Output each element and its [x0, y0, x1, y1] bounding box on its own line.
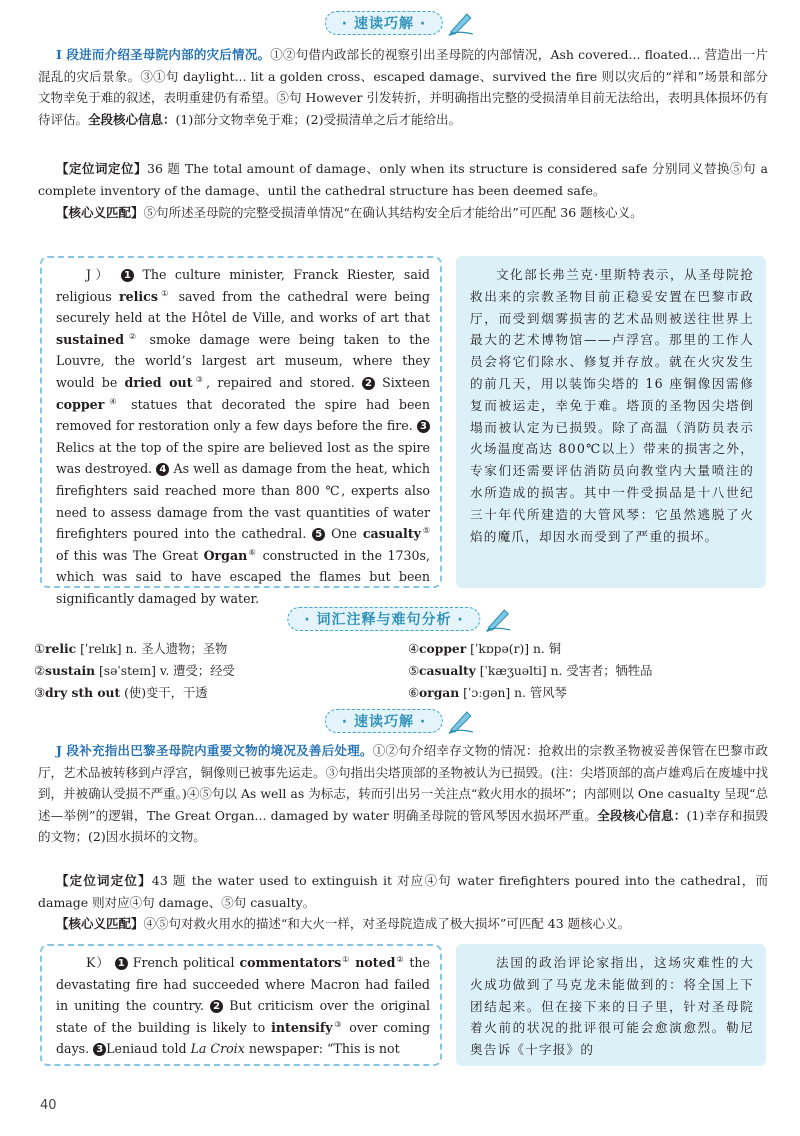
passage-k-s3a: Leniaud told [106, 1041, 187, 1057]
sentence-2-marker: 2 [362, 377, 375, 390]
locate-tag-j: 【定位词定位】 [56, 873, 152, 888]
sentence-3-marker: 3 [93, 1043, 106, 1056]
keyword-intensify: intensify [271, 1019, 333, 1035]
match-tag: 【核心义匹配】 [56, 205, 144, 220]
passage-k-s2b: over coming days. [56, 1019, 431, 1057]
sentence-4-marker: 4 [156, 463, 169, 476]
sentence-1-marker: 1 [121, 269, 134, 282]
pen-icon [447, 10, 475, 36]
locate-tag: 【定位词定位】 [56, 161, 148, 176]
analysis-j-body: ①②句介绍幸存文物的情况：抢救出的宗教圣物被妥善保管在巴黎市政厅，艺术品被转移到卢浮宫，铜像则已被事先运走。③句指出尖塔顶部的圣物被认为已损毁。(注：尖塔顶部的高卢雄鸡后在废墟中找到，并被确认受损不严重。)④⑤句以 As well as 为标志，转而引出另一关注点“救火用水的损坏”；内部则以 One casualty 呈现“总述—举例”的逻辑，The Great Organ... damaged by water 明确圣母院的管风琴因水损坏严重。 [38, 743, 768, 823]
passage-k-s3b: newspaper: “This is not [248, 1041, 400, 1057]
vocab-item: ②sustain [səˈsteɪn] v. 遭受；经受 [34, 663, 235, 678]
passage-j-s1d: , repaired and stored. [206, 374, 355, 390]
passage-j-s3: Relics at the top of the spire are believed lost as the spire was destroyed. [56, 439, 430, 477]
locate-paragraph-i [38, 158, 768, 201]
sentence-2-marker: 2 [210, 1000, 223, 1013]
vocab-item: ⑥organ [ˈɔːɡən] n. 管风琴 [408, 685, 567, 700]
passage-j-s5a: One [331, 526, 357, 542]
pen-icon [447, 708, 475, 734]
translation-k-box [456, 944, 766, 1066]
keyword-relics: relics [118, 288, 158, 304]
passage-j-box: J） 1 The culture minister, Franck Riester, said religious relics① saved from the cathedral were being securely held at the Hôtel de Ville, and works of art that sustained② smoke damage were being taken to the Louvre, the world’s largest art museum, where they would be dried out③, repaired and stored. 2 Sixteen copper④ statues that decorated the spire had been removed for restoration only a few days before the fire. 3Relics at the top of the spire are believed lost as the spire was destroyed. 4 As well as damage from the heat, which firefighters said reached more than 800 ℃, experts also need to assess damage from the vast quantities of water firefighters poured into the cathedral. 5 One casualty⑤ of this was The Great Organ⑥ constructed in the 1730s, which was said to have escaped the flames but been significantly damaged by water. [40, 256, 442, 588]
analysis-paragraph-j [38, 740, 768, 848]
keyword-commentators: commentators [239, 955, 342, 970]
vocab-item: ⑤casualty [ˈkæʒuəlti] n. 受害者；牺牲品 [408, 663, 653, 678]
locate-paragraph-j [38, 870, 768, 913]
passage-k-s1a: French political [132, 955, 235, 970]
vocab-item: ④copper [ˈkɒpə(r)] n. 铜 [408, 641, 562, 656]
passage-k-s2a: But criticism over the original state of the building is likely to [56, 998, 430, 1035]
vocab-column-right [408, 638, 768, 704]
passage-j-s5c: constructed in the 1730s, which was said to have escaped the flames but been significantly damaged by water. [56, 547, 430, 606]
passage-j-s1b: saved from the cathedral were being securely held at the Hôtel de Ville, and works of art that [56, 288, 430, 326]
keyword-casualty: casualty [362, 526, 421, 542]
analysis-j-lead: J 段补充指出巴黎圣母院内重要文物的境况及善后处理。 [56, 743, 373, 758]
analysis-paragraph-i [38, 44, 768, 130]
passage-j-s1: The culture minister, Franck Riester, said religious [56, 267, 430, 304]
passage-j-s2a: Sixteen [382, 374, 430, 390]
pen-icon [485, 606, 513, 632]
passage-k-box: K） 1 French political commentators① noted② the devastating fire had succeeded where Macron had failed in uniting the country. 2 But criticism over the original state of the building is likely to intensify③ over coming days. 3 Leniaud told La Croix newspaper: “This is not [40, 944, 442, 1066]
passage-j-s4: As well as damage from the heat, which firefighters said reached more than 800 ℃, experts also need to assess damage from the vast quantities of water firefighters poured into the cathedral. [56, 461, 430, 542]
analysis-j-core-label: 全段核心信息： [597, 807, 687, 823]
passage-j-label: J） [86, 267, 113, 282]
match-paragraph-j [38, 913, 768, 935]
vocab-title: · 词汇注释与难句分析 · [287, 607, 480, 631]
match-i-text: ⑤句所述圣母院的完整受损清单情况“在确认其结构安全后才能给出”可匹配 36 题核心义。 [143, 205, 643, 220]
fast-reading-title-2: · 速读巧解 · [325, 709, 443, 733]
passage-k-s1b: the devastating fire had succeeded where Macron had failed in uniting the country. [56, 955, 430, 1014]
analysis-i-body: ①②句借内政部长的视察引出圣母院的内部情况，Ash covered... floated... 营造出一片混乱的灾后景象。③①句 daylight... lit a golden cross、escaped damage、survived the fire 则以灾后的“祥和”场景和部分文物幸免于难的叙述，表明重建仍有希望。⑤句 However 引发转折，并明确指出完整的受损清单目前无法给出，表明具体损坏仍有待评估。 [38, 47, 768, 127]
vocab-banner [287, 606, 512, 632]
keyword-copper: copper [56, 396, 105, 412]
locate-j-text: 43 题 the water used to extinguish it 对应④句 water firefighters poured into the cathedral，而 damage 则对应④句 damage、⑤句 casualty。 [38, 873, 768, 910]
sentence-1-marker: 1 [115, 957, 128, 970]
passage-k-label: K） [86, 955, 110, 970]
passage-j-s5b: of this was The Great [56, 547, 199, 563]
keyword-dried-out: dried out [124, 374, 193, 390]
match-j-text: ④⑤句对救火用水的描述“和大火一样，对圣母院造成了极大损坏”可匹配 43 题核心义。 [143, 916, 631, 931]
sentence-3-marker: 3 [417, 420, 430, 433]
analysis-i-lead: I 段进而介绍圣母院内部的灾后情况。 [56, 47, 271, 62]
translation-j-text: 文化部长弗兰克·里斯特表示，从圣母院抢救出来的宗教圣物目前正稳妥安置在巴黎市政厅，而受到烟雾损害的艺术品则被送往世界上最大的艺术博物馆——卢浮宫。那里的工作人员会将它们除水、修复并存放。就在火灾发生的前几天，用以装饰尖塔的 16 座铜像因需修复而被运走，幸免于难。塔顶的圣物因尖塔倒塌而被认定为已损毁。除了高温（消防员表示火场温度高达 800℃以上）带来的损害之外，专家们还需要评估消防员向教堂内大量喷注的水所造成的损害。其中一件受损品是十八世纪三十年代所建造的大管风琴：它虽然逃脱了火焰的魔爪，却因水而受到了严重的损坏。 [470, 267, 754, 544]
translation-j-box [456, 256, 766, 588]
analysis-i-core-text: (1)部分文物幸免于难；(2)受损清单之后才能给出。 [175, 111, 461, 127]
keyword-sustained: sustained [56, 331, 125, 347]
analysis-j-core-text: (1)幸存和损毁的文物；(2)因水损坏的文物。 [38, 807, 768, 844]
analysis-i-core-label: 全段核心信息： [88, 111, 176, 127]
translation-k-text: 法国的政治评论家指出，这场灾难性的大火成功做到了马克龙未能做到的：将全国上下团结起来。但在接下来的日子里，针对圣母院着火前的状况的批评很可能会愈演愈烈。勒尼奥告诉《十字报》的 [470, 955, 754, 1058]
page-number: 40 [40, 1098, 57, 1113]
match-tag-j: 【核心义匹配】 [56, 916, 144, 931]
fast-reading-banner [325, 10, 475, 36]
vocab-item: ①relic [ˈrelɪk] n. 圣人遗物；圣物 [34, 641, 228, 656]
keyword-noted: noted [355, 955, 396, 970]
fast-reading-title: · 速读巧解 · [325, 11, 443, 35]
locate-i-text: 36 题 The total amount of damage、only when its structure is considered safe 分别同义替换⑤句 a complete inventory of the damage、until the cathedral structure has been deemed safe。 [38, 161, 768, 198]
newspaper-name: La Croix [190, 1041, 245, 1057]
keyword-organ: Organ [203, 547, 248, 563]
vocab-item: ③dry sth out (使)变干，干透 [34, 685, 208, 700]
sentence-5-marker: 5 [312, 528, 325, 541]
match-paragraph-i [38, 202, 768, 224]
passage-j-s2b: statues that decorated the spire had been removed for restoration only a few days before the fire. [56, 396, 430, 434]
vocab-column-left [34, 638, 394, 704]
fast-reading-banner-2 [325, 708, 475, 734]
passage-j-s1c: smoke damage were being taken to the Louvre, the world’s largest art museum, where they would be [56, 331, 430, 390]
